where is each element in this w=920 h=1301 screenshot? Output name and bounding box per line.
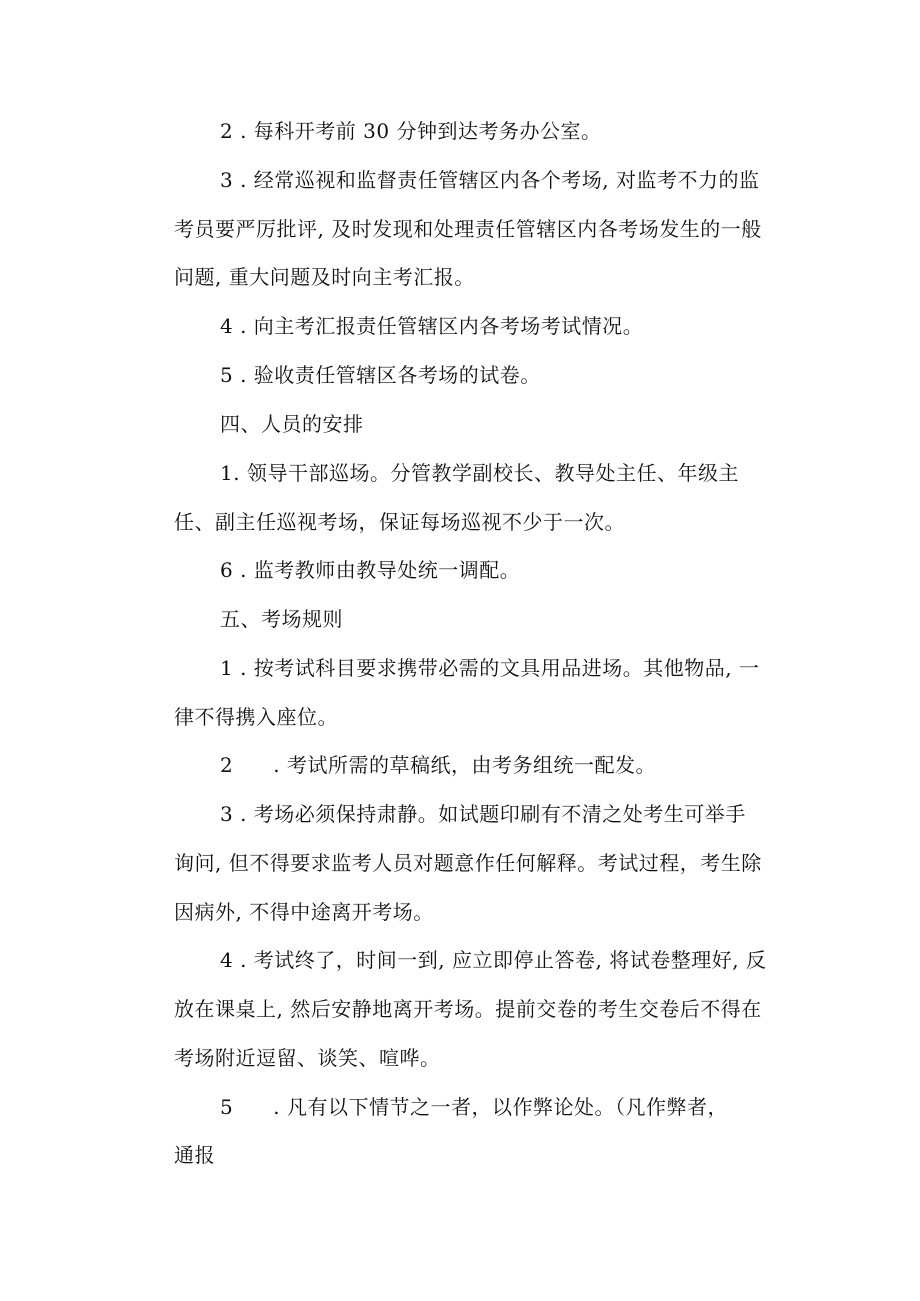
paragraph-line: 5 . 验收责任管辖区各考场的试卷。 — [220, 363, 541, 387]
paragraph-line: 6 . 监考教师由教导处统一调配。 — [220, 558, 521, 582]
paragraph-line: 3 . 考场必须保持肃静。如试题印刷有不清之处考生可举手 — [220, 802, 746, 826]
paragraph-line: 1 . 按考试科目要求携带必需的文具用品进场。其他物品, 一 — [220, 656, 760, 680]
paragraph-line: 任、副主任巡视考场，保证每场巡视不少于一次。 — [174, 510, 625, 534]
paragraph-line: 律不得携入座位。 — [174, 705, 338, 729]
item-number: 2 — [220, 753, 234, 777]
section-heading: 四、人员的安排 — [220, 412, 364, 436]
section-heading: 五、考场规则 — [220, 607, 343, 631]
paragraph-line — [220, 751, 656, 779]
paragraph-line: 询问, 但不得要求监考人员对题意作任何解释。考试过程，考生除 — [174, 851, 762, 875]
paragraph-line: 4 . 考试终了，时间一到, 应立即停止答卷, 将试卷整理好, 反 — [220, 948, 767, 972]
paragraph-line: 放在课桌上, 然后安静地离开考场。提前交卷的考生交卷后不得在 — [174, 997, 762, 1021]
paragraph-line — [220, 1093, 728, 1121]
item-number: 5 — [220, 1095, 234, 1119]
paragraph-line: 考场附近逗留、谈笑、喧哗。 — [174, 1046, 441, 1070]
paragraph-line: 考员要严厉批评, 及时发现和处理责任管辖区内各考场发生的一般 — [174, 217, 762, 241]
paragraph-line: 1. 领导干部巡场。分管教学副校长、教导处主任、年级主 — [220, 461, 739, 485]
item-text: . 考试所需的草稿纸，由考务组统一配发。 — [273, 753, 656, 777]
paragraph-line: 因病外, 不得中途离开考场。 — [174, 900, 434, 924]
paragraph-line: 3 . 经常巡视和监督责任管辖区内各个考场, 对监考不力的监 — [220, 168, 760, 192]
item-text: . 凡有以下情节之一者，以作弊论处。（凡作弊者， — [273, 1095, 728, 1119]
paragraph-line: 4 . 向主考汇报责任管辖区内各考场考试情况。 — [220, 314, 644, 338]
paragraph-line: 2 . 每科开考前 30 分钟到达考务办公室。 — [220, 119, 602, 143]
paragraph-line: 问题, 重大问题及时向主考汇报。 — [174, 265, 475, 289]
paragraph-line: 通报 — [174, 1143, 215, 1167]
